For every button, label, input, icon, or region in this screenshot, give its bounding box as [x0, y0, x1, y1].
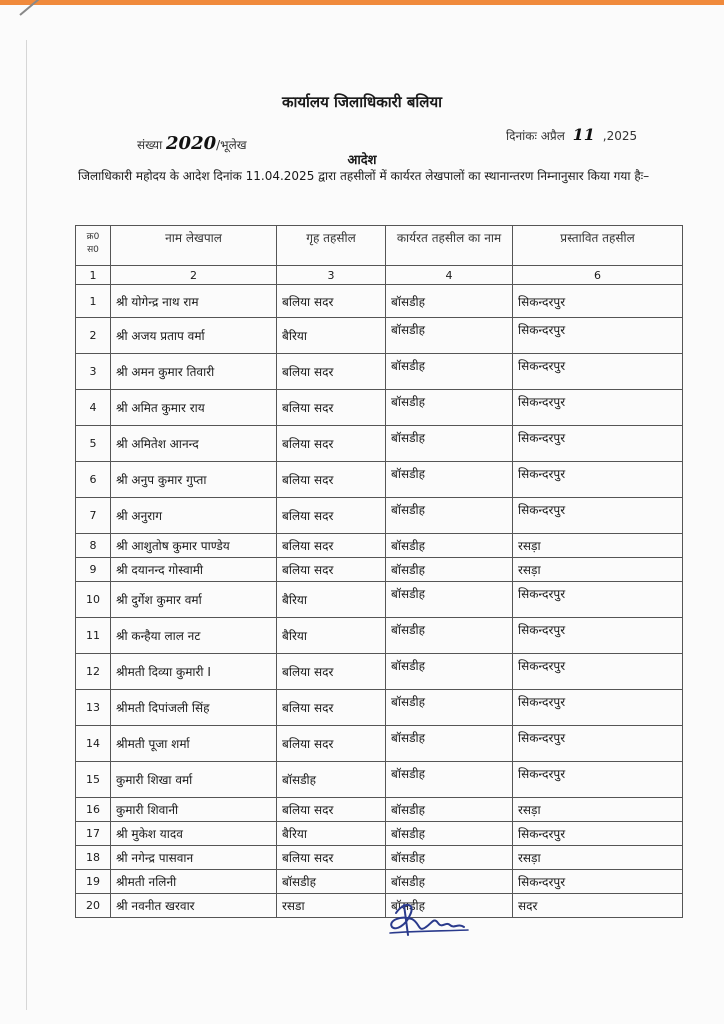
column-number: 2 — [111, 266, 277, 285]
header-name: नाम लेखपाल — [111, 226, 277, 266]
serial-cell: 7 — [76, 498, 111, 534]
serial-cell: 17 — [76, 822, 111, 846]
column-number-row — [76, 266, 683, 285]
home-tehsil-cell: बैरिया — [277, 582, 386, 618]
working-tehsil-cell: बॉसडीह — [386, 798, 513, 822]
name-cell: कुमारी शिखा वर्मा — [111, 762, 277, 798]
name-cell: कुमारी शिवानी — [111, 798, 277, 822]
table-row — [76, 285, 683, 318]
serial-cell: 14 — [76, 726, 111, 762]
table-row — [76, 426, 683, 462]
working-tehsil-cell: बॉसडीह — [386, 426, 513, 462]
table-row — [76, 354, 683, 390]
serial-cell: 1 — [76, 285, 111, 318]
name-cell: श्री मुकेश यादव — [111, 822, 277, 846]
header-home-tehsil: गृह तहसील — [277, 226, 386, 266]
serial-cell: 2 — [76, 318, 111, 354]
table-header-row — [76, 226, 683, 266]
working-tehsil-cell: बॉसडीह — [386, 846, 513, 870]
working-tehsil-cell: बॉसडीह — [386, 318, 513, 354]
name-cell: श्री दुर्गेश कुमार वर्मा — [111, 582, 277, 618]
name-cell: श्री कन्हैया लाल नट — [111, 618, 277, 654]
name-cell: श्री अनुराग — [111, 498, 277, 534]
table-row — [76, 762, 683, 798]
home-tehsil-cell: बॉसडीह — [277, 870, 386, 894]
home-tehsil-cell: बलिया सदर — [277, 390, 386, 426]
serial-cell: 8 — [76, 534, 111, 558]
proposed-tehsil-cell: सिकन्दरपुर — [513, 690, 683, 726]
table-row — [76, 582, 683, 618]
home-tehsil-cell: बलिया सदर — [277, 426, 386, 462]
name-cell: श्री अमन कुमार तिवारी — [111, 354, 277, 390]
serial-cell: 5 — [76, 426, 111, 462]
table-row — [76, 498, 683, 534]
serial-cell: 3 — [76, 354, 111, 390]
home-tehsil-cell: बलिया सदर — [277, 498, 386, 534]
working-tehsil-cell: बॉसडीह — [386, 285, 513, 318]
home-tehsil-cell: बलिया सदर — [277, 462, 386, 498]
table-row — [76, 894, 683, 918]
serial-cell: 13 — [76, 690, 111, 726]
proposed-tehsil-cell: सिकन्दरपुर — [513, 870, 683, 894]
working-tehsil-cell: बॉसडीह — [386, 726, 513, 762]
serial-cell: 12 — [76, 654, 111, 690]
name-cell: श्रीमती नलिनी — [111, 870, 277, 894]
home-tehsil-cell: बलिया सदर — [277, 846, 386, 870]
serial-cell: 11 — [76, 618, 111, 654]
ref-suffix: /भूलेख — [216, 138, 247, 152]
home-tehsil-cell: बलिया सदर — [277, 534, 386, 558]
proposed-tehsil-cell: सिकन्दरपुर — [513, 285, 683, 318]
column-number: 3 — [277, 266, 386, 285]
working-tehsil-cell: बॉसडीह — [386, 654, 513, 690]
working-tehsil-cell: बॉसडीह — [386, 582, 513, 618]
header-working-tehsil: कार्यरत तहसील का नाम — [386, 226, 513, 266]
name-cell: श्रीमती पूजा शर्मा — [111, 726, 277, 762]
column-number: 1 — [76, 266, 111, 285]
home-tehsil-cell: बलिया सदर — [277, 354, 386, 390]
working-tehsil-cell: बॉसडीह — [386, 618, 513, 654]
home-tehsil-cell: बैरिया — [277, 822, 386, 846]
serial-cell: 19 — [76, 870, 111, 894]
name-cell: श्रीमती दिव्या कुमारी I — [111, 654, 277, 690]
name-cell: श्री नगेन्द्र पासवान — [111, 846, 277, 870]
serial-cell: 16 — [76, 798, 111, 822]
name-cell: श्री योगेन्द्र नाथ राम — [111, 285, 277, 318]
header-proposed-tehsil: प्रस्तावित तहसील — [513, 226, 683, 266]
proposed-tehsil-cell: सिकन्दरपुर — [513, 822, 683, 846]
proposed-tehsil-cell: सिकन्दरपुर — [513, 582, 683, 618]
date-year: ,2025 — [602, 129, 638, 143]
column-number: 4 — [386, 266, 513, 285]
proposed-tehsil-cell: रसड़ा — [513, 534, 683, 558]
order-title: आदेश — [347, 153, 377, 168]
working-tehsil-cell: बॉसडीह — [386, 354, 513, 390]
proposed-tehsil-cell: सदर — [513, 894, 683, 918]
home-tehsil-cell: बलिया सदर — [277, 798, 386, 822]
home-tehsil-cell: बलिया सदर — [277, 285, 386, 318]
table-row — [76, 318, 683, 354]
proposed-tehsil-cell: सिकन्दरपुर — [513, 426, 683, 462]
table-row — [76, 726, 683, 762]
working-tehsil-cell: बॉसडीह — [386, 462, 513, 498]
working-tehsil-cell: बॉसडीह — [386, 390, 513, 426]
name-cell: श्री अमितेश आनन्द — [111, 426, 277, 462]
order-paragraph: जिलाधिकारी महोदय के आदेश दिनांक 11.04.2025 द्वारा तहसीलों में कार्यरत लेखपालों का स्थानान्तरण निम्नानुसार किया गया हैः– — [78, 169, 650, 183]
proposed-tehsil-cell: रसड़ा — [513, 846, 683, 870]
proposed-tehsil-cell: सिकन्दरपुर — [513, 390, 683, 426]
name-cell: श्री अजय प्रताप वर्मा — [111, 318, 277, 354]
working-tehsil-cell: बॉसडीह — [386, 870, 513, 894]
working-tehsil-cell: बॉसडीह — [386, 822, 513, 846]
working-tehsil-cell: बॉसडीह — [386, 762, 513, 798]
home-tehsil-cell: बलिया सदर — [277, 690, 386, 726]
serial-cell: 20 — [76, 894, 111, 918]
table-row — [76, 558, 683, 582]
proposed-tehsil-cell: रसड़ा — [513, 798, 683, 822]
name-cell: श्री अनुप कुमार गुप्ता — [111, 462, 277, 498]
home-tehsil-cell: रसडा — [277, 894, 386, 918]
table-row — [76, 870, 683, 894]
table-row — [76, 798, 683, 822]
serial-cell: 18 — [76, 846, 111, 870]
name-cell: श्रीमती दिपांजली सिंह — [111, 690, 277, 726]
home-tehsil-cell: बलिया सदर — [277, 654, 386, 690]
table-row — [76, 534, 683, 558]
officer-signature — [382, 897, 472, 941]
home-tehsil-cell: बॉसडीह — [277, 762, 386, 798]
table-row — [76, 390, 683, 426]
table-row — [76, 462, 683, 498]
table-row — [76, 822, 683, 846]
table-row — [76, 690, 683, 726]
table-row — [76, 618, 683, 654]
serial-cell: 9 — [76, 558, 111, 582]
name-cell: श्री अमित कुमार राय — [111, 390, 277, 426]
proposed-tehsil-cell: सिकन्दरपुर — [513, 762, 683, 798]
date-day: 11 — [572, 125, 595, 144]
proposed-tehsil-cell: सिकन्दरपुर — [513, 726, 683, 762]
working-tehsil-cell: बॉसडीह — [386, 894, 513, 918]
column-number: 6 — [513, 266, 683, 285]
page-fold-line — [26, 40, 27, 1010]
proposed-tehsil-cell: सिकन्दरपुर — [513, 654, 683, 690]
name-cell: श्री नवनीत खरवार — [111, 894, 277, 918]
serial-cell: 4 — [76, 390, 111, 426]
office-title: कार्यालय जिलाधिकारी बलिया — [281, 93, 443, 111]
ref-prefix: संख्या — [137, 138, 163, 152]
proposed-tehsil-cell: सिकन्दरपुर — [513, 498, 683, 534]
proposed-tehsil-cell: रसड़ा — [513, 558, 683, 582]
transfer-table — [75, 225, 683, 918]
home-tehsil-cell: बलिया सदर — [277, 558, 386, 582]
ref-number: 2020 — [166, 133, 217, 154]
serial-cell: 10 — [76, 582, 111, 618]
home-tehsil-cell: बलिया सदर — [277, 726, 386, 762]
date-prefix: दिनांकः अप्रैल — [506, 129, 565, 143]
table-row — [76, 654, 683, 690]
working-tehsil-cell: बॉसडीह — [386, 558, 513, 582]
name-cell: श्री दयानन्द गोस्वामी — [111, 558, 277, 582]
working-tehsil-cell: बॉसडीह — [386, 690, 513, 726]
serial-cell: 15 — [76, 762, 111, 798]
header-serial: क्र0 स0 — [76, 226, 111, 266]
proposed-tehsil-cell: सिकन्दरपुर — [513, 462, 683, 498]
proposed-tehsil-cell: सिकन्दरपुर — [513, 318, 683, 354]
proposed-tehsil-cell: सिकन्दरपुर — [513, 354, 683, 390]
home-tehsil-cell: बैरिया — [277, 318, 386, 354]
working-tehsil-cell: बॉसडीह — [386, 534, 513, 558]
table-row — [76, 846, 683, 870]
proposed-tehsil-cell: सिकन्दरपुर — [513, 618, 683, 654]
home-tehsil-cell: बैरिया — [277, 618, 386, 654]
working-tehsil-cell: बॉसडीह — [386, 498, 513, 534]
name-cell: श्री आशुतोष कुमार पाण्डेय — [111, 534, 277, 558]
top-color-stripe — [0, 0, 724, 5]
serial-cell: 6 — [76, 462, 111, 498]
order-date — [506, 125, 637, 144]
